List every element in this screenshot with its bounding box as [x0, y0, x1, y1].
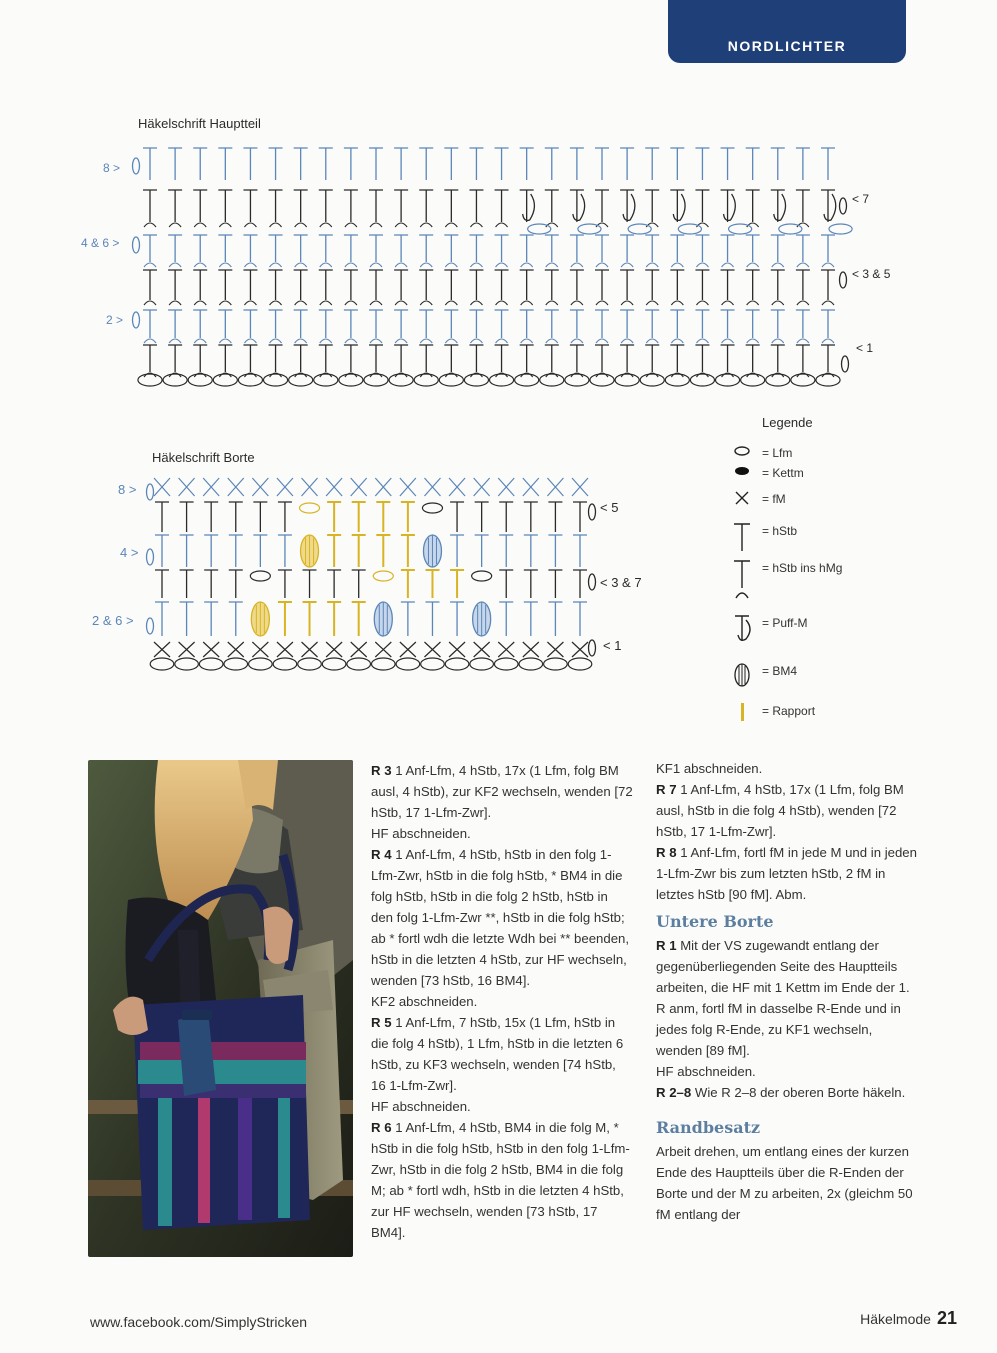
main-left-label: 8 >	[103, 161, 121, 175]
hdc-stitch	[425, 602, 439, 636]
row-label: R 4	[371, 847, 392, 862]
legend-item	[730, 463, 930, 485]
hdc-stitch	[327, 502, 341, 532]
hdc-stitch	[524, 502, 538, 532]
chain-stitch	[519, 658, 543, 670]
hdc-stitch	[229, 570, 243, 598]
chain-stitch	[322, 658, 346, 670]
row-text: 1 Anf-Lfm, 4 hStb, hStb in den folg 1-Lfm-Zwr, hStb in die folg hStb, * BM4 in die folg hStb, hStb in die folg 2 hStb, hStb in den folg 1-Lfm-Zwr **, hStb in die folg hStb; ab * fortl wdh die letzte Wdh bei ** beenden, hStb in die letzten 4 hStb, zur HF wechseln, wenden [73 hStb, 16 BM4].	[371, 847, 630, 988]
chain-stitch	[175, 658, 199, 670]
single-crochet	[424, 642, 440, 657]
hdc-stitch	[180, 570, 194, 598]
hdc-stitch	[450, 602, 464, 636]
hdc-stitch	[573, 602, 587, 636]
instruction-paragraph	[371, 1096, 633, 1117]
instruction-paragraph	[656, 1082, 921, 1103]
hdc-stitch	[204, 570, 218, 598]
single-crochet	[547, 642, 563, 657]
hdc-stitch	[524, 570, 538, 598]
hdc-stitch	[425, 570, 439, 598]
hdc-stitch	[327, 570, 341, 598]
section-heading-untere-borte: Untere Borte	[656, 912, 774, 931]
hdc-stitch	[573, 570, 587, 598]
single-crochet	[302, 642, 318, 657]
single-crochet	[572, 478, 588, 496]
single-crochet	[326, 478, 342, 496]
legend-label: = fM	[762, 492, 786, 506]
puff-stitch-icon	[730, 613, 756, 647]
instruction-paragraph	[371, 823, 633, 844]
hdc-stitch	[401, 570, 415, 598]
repeat-bar-icon	[730, 701, 756, 723]
page-number: 21	[936, 1308, 957, 1328]
instruction-paragraph	[371, 760, 633, 823]
hdc-stitch	[376, 502, 390, 532]
border-right-label: < 3 & 7	[600, 575, 642, 590]
main-diagram-title: Häkelschrift Hauptteil	[138, 116, 261, 131]
row-label: R 7	[656, 782, 677, 797]
single-crochet	[375, 478, 391, 496]
hdc-stitch	[327, 602, 341, 636]
single-crochet	[326, 642, 342, 657]
hdc-stitch	[524, 535, 538, 567]
hdc-stitch	[180, 602, 194, 636]
turning-chain	[147, 549, 154, 565]
hdc-stitch	[573, 535, 587, 567]
hdc-stitch	[352, 535, 366, 567]
hdc-stitch	[204, 535, 218, 567]
hdc-stitch	[253, 535, 267, 567]
chain-stitch	[298, 658, 322, 670]
row-text: 1 Anf-Lfm, 4 hStb, 17x (1 Lfm, folg BM ausl, hStb in die folg 4 hStb), wenden [72 hStb, 17 1-Lfm-Zwr].	[656, 782, 904, 839]
legend-item	[730, 613, 930, 635]
hdc-stitch	[155, 570, 169, 598]
single-crochet	[277, 642, 293, 657]
row-label: R 2–8	[656, 1085, 692, 1100]
main-left-label: 2 >	[106, 313, 124, 327]
hdc-stitch	[303, 602, 317, 636]
legend-item	[730, 489, 930, 511]
hdc-stitch	[155, 502, 169, 532]
single-crochet	[400, 642, 416, 657]
hdc-stitch	[204, 602, 218, 636]
row-text: Wie R 2–8 der oberen Borte häkeln.	[691, 1085, 906, 1100]
single-crochet	[498, 478, 514, 496]
hdc-stitch	[376, 535, 390, 567]
border-diagram-title: Häkelschrift Borte	[152, 450, 255, 465]
main-right-label: < 7	[852, 192, 870, 206]
hdc-stitch	[278, 602, 292, 636]
instruction-paragraph	[656, 758, 921, 779]
row-text: KF2 abschneiden.	[371, 994, 478, 1009]
single-crochet	[228, 478, 244, 496]
single-crochet	[228, 642, 244, 657]
single-crochet	[498, 642, 514, 657]
hdc-stitch	[229, 602, 243, 636]
instruction-paragraph	[371, 1117, 633, 1243]
row-text: Arbeit drehen, um entlang eines der kurzen Ende des Hauptteils über die R-Enden der Borte und der M zu arbeiten, 2x (gleichm 50 fM entlang der	[656, 1144, 913, 1222]
legend-label: = hStb	[762, 524, 798, 538]
chain-space	[373, 571, 393, 581]
hdc-stitch	[401, 535, 415, 567]
row-text: HF abschneiden.	[656, 1064, 756, 1079]
hdc-stitch	[548, 535, 562, 567]
border-left-label: 8 >	[118, 482, 137, 497]
row-text: HF abschneiden.	[371, 1099, 471, 1114]
row-text: Mit der VS zugewandt entlang der gegenüberliegenden Seite des Hauptteils arbeiten, die HF mit 1 Kettm im Ende der 1. R anm, fortl fM in dasselbe R-Ende und in jedes folg R-Ende, zu KF1 wechseln, wenden [89 fM].	[656, 938, 910, 1058]
chain-stitch	[544, 658, 568, 670]
chain-stitch	[150, 658, 174, 670]
single-crochet	[179, 642, 195, 657]
hdc-stitch	[155, 535, 169, 567]
chain-space	[472, 571, 492, 581]
turning-chain	[147, 618, 154, 634]
legend-item	[730, 701, 930, 723]
border-left-label: 2 & 6 >	[92, 613, 134, 628]
legend-label: = Puff-M	[762, 616, 808, 630]
hdc-stitch	[303, 570, 317, 598]
chain-stitch	[199, 658, 223, 670]
legend-label: = Kettm	[762, 466, 804, 480]
border-right-label: < 1	[603, 638, 622, 653]
hdc-stitch	[450, 502, 464, 532]
single-crochet	[424, 478, 440, 496]
chain-stitch	[273, 658, 297, 670]
hdc-stitch	[548, 602, 562, 636]
legend-title: Legende	[762, 415, 813, 430]
legend-label: = BM4	[762, 664, 798, 678]
hdc-stitch	[548, 570, 562, 598]
chain-stitch	[494, 658, 518, 670]
hdc-stitch	[327, 535, 341, 567]
single-crochet	[474, 478, 490, 496]
hdc-stitch	[180, 535, 194, 567]
legend-label: = Lfm	[762, 446, 793, 460]
instruction-paragraph	[656, 935, 921, 1061]
hdc-stitch	[204, 502, 218, 532]
border-left-label: 4 >	[120, 545, 139, 560]
instruction-paragraph	[656, 1141, 921, 1225]
main-right-label: < 1	[856, 341, 874, 355]
row-label: R 5	[371, 1015, 392, 1030]
single-crochet-icon	[730, 489, 756, 509]
bobble-stitch-icon	[730, 661, 756, 691]
instruction-paragraph	[656, 779, 921, 842]
hdc-stitch	[352, 602, 366, 636]
chain-stitch-icon	[730, 443, 756, 463]
magazine-name: Häkelmode	[860, 1311, 931, 1327]
chain-stitch	[347, 658, 371, 670]
single-crochet	[449, 642, 465, 657]
hdc-stitch	[475, 502, 489, 532]
single-crochet	[252, 642, 268, 657]
chain-stitch	[568, 658, 592, 670]
single-crochet	[572, 642, 588, 657]
half-double-crochet-icon	[730, 521, 756, 555]
single-crochet	[547, 478, 563, 496]
chain-stitch	[396, 658, 420, 670]
legend-item	[730, 558, 930, 580]
single-crochet	[203, 478, 219, 496]
instruction-paragraph	[371, 991, 633, 1012]
row-text: HF abschneiden.	[371, 826, 471, 841]
row-label: R 1	[656, 938, 677, 953]
instructions-column-2	[656, 758, 921, 1225]
facebook-url: www.facebook.com/SimplyStricken	[90, 1314, 308, 1330]
main-left-label: 4 & 6 >	[81, 236, 120, 250]
section-tab: NORDLICHTER	[668, 0, 906, 63]
instruction-paragraph	[371, 844, 633, 991]
hdc-stitch	[278, 535, 292, 567]
chain-stitch	[372, 658, 396, 670]
turning-chain	[589, 640, 596, 656]
main-right-label: < 3 & 5	[852, 267, 891, 281]
photo-illustration	[88, 760, 353, 1257]
row-text: KF1 abschneiden.	[656, 761, 763, 776]
hdc-into-chain-icon	[730, 558, 756, 602]
chain-stitch	[421, 658, 445, 670]
turning-chain	[147, 484, 154, 500]
legend-item	[730, 661, 930, 683]
single-crochet	[277, 478, 293, 496]
single-crochet	[523, 478, 539, 496]
instruction-paragraph	[656, 842, 921, 905]
page-footer	[860, 1308, 957, 1329]
row-text: 1 Anf-Lfm, fortl fM in jede M und in jeden 1-Lfm-Zwr bis zum letzten hStb, 2 fM in letztes hStb [90 fM]. Abm.	[656, 845, 917, 902]
hdc-stitch	[278, 570, 292, 598]
hdc-stitch	[499, 602, 513, 636]
hdc-stitch	[180, 502, 194, 532]
row-label: R 6	[371, 1120, 392, 1135]
section-heading-randbesatz: Randbesatz	[656, 1118, 761, 1137]
hdc-stitch	[229, 535, 243, 567]
chain-stitch	[445, 658, 469, 670]
chain-stitch	[470, 658, 494, 670]
hdc-stitch	[352, 502, 366, 532]
hdc-stitch	[475, 535, 489, 567]
single-crochet	[179, 478, 195, 496]
hdc-stitch	[401, 502, 415, 532]
single-crochet	[203, 642, 219, 657]
hdc-stitch	[499, 570, 513, 598]
hdc-stitch	[548, 502, 562, 532]
legend-item	[730, 521, 930, 543]
row-label: R 3	[371, 763, 392, 778]
instruction-paragraph	[371, 1012, 633, 1096]
row-label: R 8	[656, 845, 677, 860]
chain-stitch	[249, 658, 273, 670]
hdc-stitch	[450, 570, 464, 598]
row-text: 1 Anf-Lfm, 7 hStb, 15x (1 Lfm, hStb in die folg 4 hStb), 1 Lfm, hStb in die letzten 6 hStb, zu KF3 wechseln, wenden [74 hStb, 16 1-Lfm-Zwr].	[371, 1015, 624, 1093]
single-crochet	[351, 478, 367, 496]
hdc-stitch	[573, 502, 587, 532]
single-crochet	[302, 478, 318, 496]
single-crochet	[449, 478, 465, 496]
hdc-stitch	[499, 535, 513, 567]
single-crochet	[154, 478, 170, 496]
person-holding-crochet-bag-photo	[88, 760, 353, 1257]
hdc-stitch	[253, 502, 267, 532]
instruction-paragraph	[656, 1061, 921, 1082]
single-crochet	[351, 642, 367, 657]
single-crochet	[400, 478, 416, 496]
hdc-stitch	[352, 570, 366, 598]
border-right-label: < 5	[600, 500, 619, 515]
hdc-stitch	[450, 535, 464, 567]
chain-stitch	[224, 658, 248, 670]
single-crochet	[375, 642, 391, 657]
turning-chain	[589, 574, 596, 590]
single-crochet	[474, 642, 490, 657]
row-text: 1 Anf-Lfm, 4 hStb, BM4 in die folg M, * hStb in die folg hStb, hStb in den folg 1-Lfm-Zwr, hStb in die folg 2 hStb, BM4 in die folg M; ab * fortl wdh, hStb in die letzten 4 hStb, zur HF wechseln, wenden [73 hStb, 17 BM4].	[371, 1120, 630, 1240]
slip-stitch-icon	[730, 463, 756, 483]
hdc-stitch	[278, 502, 292, 532]
hdc-stitch	[229, 502, 243, 532]
legend-label: = Rapport	[762, 704, 816, 718]
chain-space	[250, 571, 270, 581]
legend-label: = hStb ins hMg	[762, 561, 843, 575]
single-crochet	[154, 642, 170, 657]
single-crochet	[252, 478, 268, 496]
turning-chain	[589, 504, 596, 520]
hdc-stitch	[524, 602, 538, 636]
legend-item	[730, 443, 930, 465]
hdc-stitch	[155, 602, 169, 636]
hdc-stitch	[401, 602, 415, 636]
instructions-column-1	[371, 760, 633, 1243]
hdc-stitch	[499, 502, 513, 532]
single-crochet	[523, 642, 539, 657]
chain-space	[422, 503, 442, 513]
chain-space	[300, 503, 320, 513]
row-text: 1 Anf-Lfm, 4 hStb, 17x (1 Lfm, folg BM ausl, 4 hStb), zur KF2 wechseln, wenden [72 hStb, 17 1-Lfm-Zwr].	[371, 763, 633, 820]
